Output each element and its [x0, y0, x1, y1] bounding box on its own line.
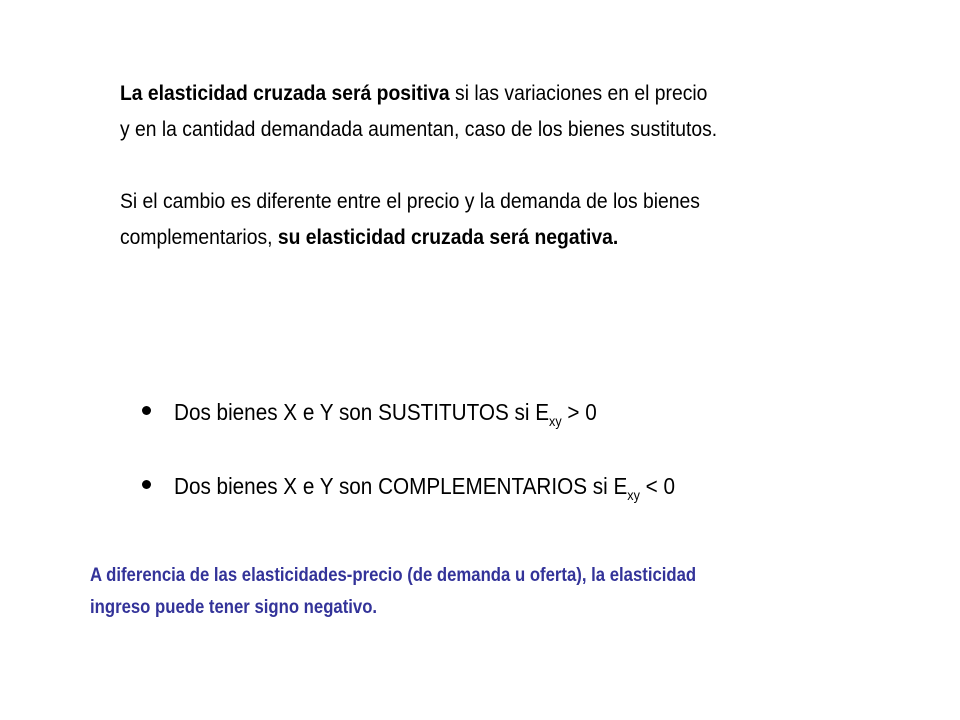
bullet-dot-icon — [142, 480, 151, 489]
paragraph-line: y en la cantidad demandada aumentan, caso de los bienes sustitutos. — [120, 118, 718, 141]
bullet-prefix: Dos bienes X e Y son COMPLEMENTARIOS si E — [174, 473, 628, 499]
bold-statement: su elasticidad cruzada será negativa. — [277, 226, 619, 249]
income-elasticity-note — [90, 560, 759, 624]
bullet-text — [174, 392, 597, 432]
note-line: A diferencia de las elasticidades-precio (de demanda u oferta), la elasticidad — [90, 565, 697, 586]
paragraph-text: complementarios, — [120, 226, 278, 249]
paragraph-line: Si el cambio es diferente entre el precio y la demanda de los bienes — [120, 190, 700, 213]
bullet-complements — [140, 466, 820, 540]
bullet-text — [174, 466, 675, 506]
bold-statement: La elasticidad cruzada será positiva — [120, 82, 450, 105]
bullet-suffix: > 0 — [561, 399, 597, 425]
bullet-subscript: xy — [627, 487, 640, 503]
paragraph-line — [120, 220, 782, 256]
paragraph-positive-cross-elasticity — [120, 76, 782, 148]
bullet-list — [140, 392, 820, 540]
bullet-dot-icon — [142, 406, 151, 415]
paragraph-line — [120, 76, 782, 112]
paragraph-negative-cross-elasticity — [120, 184, 782, 256]
bullet-suffix: < 0 — [639, 473, 675, 499]
paragraph-text: si las variaciones en el precio — [449, 82, 708, 105]
bullet-prefix: Dos bienes X e Y son SUSTITUTOS si E — [174, 399, 550, 425]
bullet-subscript: xy — [549, 413, 562, 429]
bullet-substitutes — [140, 392, 820, 466]
note-line: ingreso puede tener signo negativo. — [90, 597, 378, 618]
